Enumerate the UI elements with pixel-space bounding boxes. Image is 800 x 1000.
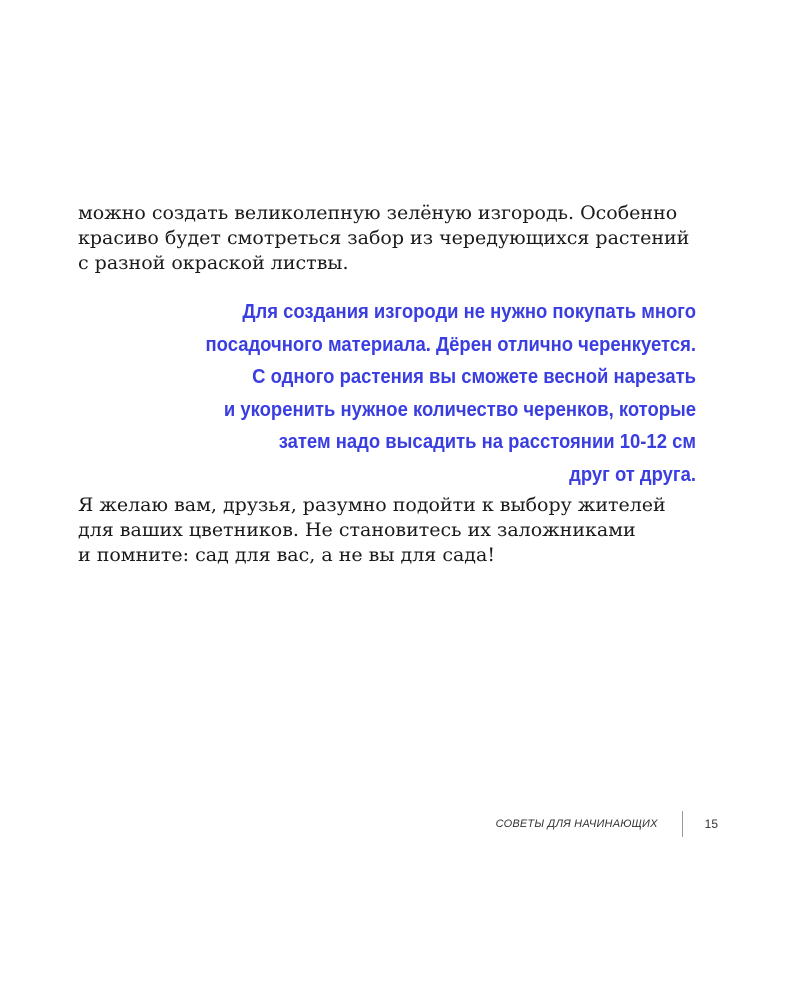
intro-line: можно создать великолепную зелёную изгородь. Особенно xyxy=(78,202,678,224)
closing-paragraph xyxy=(78,493,718,568)
intro-paragraph xyxy=(78,201,718,276)
callout-line: и укоренить нужное количество черенков, которые xyxy=(223,397,696,421)
callout-line: друг от друга. xyxy=(569,462,696,486)
intro-line: красиво будет смотреться забор из чередующихся растений xyxy=(78,227,690,249)
closing-line: Я желаю вам, друзья, разумно подойти к выбору жителей xyxy=(78,494,666,516)
intro-line: с разной окраской листвы. xyxy=(78,252,349,274)
callout-line: С одного растения вы сможете весной нарезать xyxy=(252,365,696,388)
running-section-title: СОВЕТЫ ДЛЯ НАЧИНАЮЩИХ xyxy=(495,818,658,830)
callout-line: Для создания изгороди не нужно покупать много xyxy=(242,300,696,323)
highlight-callout xyxy=(156,296,696,491)
footer-divider xyxy=(682,811,683,837)
closing-line: для ваших цветников. Не становитесь их заложниками xyxy=(78,519,636,541)
callout-line: посадочного материала. Дёрен отлично черенкуется. xyxy=(205,332,697,356)
page-number: 15 xyxy=(704,817,718,831)
closing-line: и помните: сад для вас, а не вы для сада! xyxy=(78,544,495,566)
callout-line: затем надо высадить на расстоянии 10-12 см xyxy=(278,430,696,453)
page-footer xyxy=(496,810,718,838)
